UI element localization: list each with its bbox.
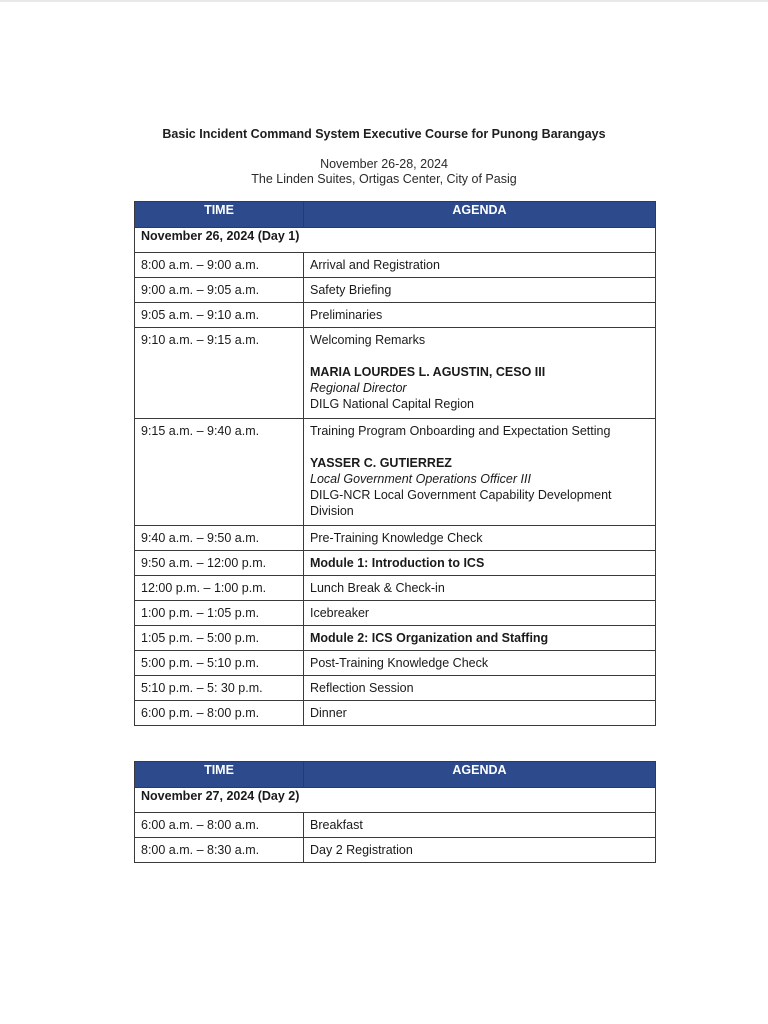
- header-time: TIME: [135, 202, 304, 228]
- time-cell: 8:00 a.m. – 9:00 a.m.: [135, 253, 304, 278]
- speaker-position: Regional Director: [310, 381, 407, 395]
- scan-edge: [0, 0, 768, 2]
- time-cell: 8:00 a.m. – 8:30 a.m.: [135, 838, 304, 863]
- time-cell: 9:50 a.m. – 12:00 p.m.: [135, 551, 304, 576]
- day-label: November 27, 2024 (Day 2): [135, 788, 656, 813]
- speaker-office: DILG-NCR Local Government Capability Development Division: [310, 488, 612, 518]
- table-row: [135, 651, 656, 676]
- agenda-cell: Preliminaries: [304, 303, 656, 328]
- agenda-cell: Post-Training Knowledge Check: [304, 651, 656, 676]
- table-row: [135, 626, 656, 651]
- agenda-cell: Module 1: Introduction to ICS: [304, 551, 656, 576]
- time-cell: 1:00 p.m. – 1:05 p.m.: [135, 601, 304, 626]
- agenda-cell: Reflection Session: [304, 676, 656, 701]
- agenda-cell: Lunch Break & Check-in: [304, 576, 656, 601]
- date-range: November 26-28, 2024: [320, 157, 448, 171]
- table-row: [135, 813, 656, 838]
- table-row: [135, 253, 656, 278]
- time-cell: 5:10 p.m. – 5: 30 p.m.: [135, 676, 304, 701]
- agenda-cell: Safety Briefing: [304, 278, 656, 303]
- agenda-cell: Arrival and Registration: [304, 253, 656, 278]
- agenda-item: Welcoming Remarks: [310, 333, 426, 347]
- agenda-table-day2: [134, 761, 656, 863]
- table-row: [135, 328, 656, 419]
- table-row: [135, 526, 656, 551]
- table-row: [135, 601, 656, 626]
- table-row: [135, 419, 656, 526]
- header-time: TIME: [135, 762, 304, 788]
- speaker-position: Local Government Operations Officer III: [310, 472, 531, 486]
- table-row: [135, 551, 656, 576]
- time-cell: 1:05 p.m. – 5:00 p.m.: [135, 626, 304, 651]
- time-cell: 9:10 a.m. – 9:15 a.m.: [135, 328, 304, 419]
- header-agenda: AGENDA: [304, 762, 656, 788]
- agenda-cell: Pre-Training Knowledge Check: [304, 526, 656, 551]
- table-row: [135, 278, 656, 303]
- agenda-cell: [304, 328, 656, 419]
- agenda-item: Training Program Onboarding and Expectation Setting: [310, 424, 611, 438]
- header-agenda: AGENDA: [304, 202, 656, 228]
- agenda-cell: Day 2 Registration: [304, 838, 656, 863]
- time-cell: 9:00 a.m. – 9:05 a.m.: [135, 278, 304, 303]
- table-row: [135, 676, 656, 701]
- time-cell: 6:00 a.m. – 8:00 a.m.: [135, 813, 304, 838]
- agenda-cell: Module 2: ICS Organization and Staffing: [304, 626, 656, 651]
- table-row: [135, 576, 656, 601]
- speaker-office: DILG National Capital Region: [310, 397, 474, 411]
- time-cell: 5:00 p.m. – 5:10 p.m.: [135, 651, 304, 676]
- time-cell: 9:05 a.m. – 9:10 a.m.: [135, 303, 304, 328]
- time-cell: 6:00 p.m. – 8:00 p.m.: [135, 701, 304, 726]
- speaker-name: MARIA LOURDES L. AGUSTIN, CESO III: [310, 365, 546, 379]
- time-cell: 9:40 a.m. – 9:50 a.m.: [135, 526, 304, 551]
- day-label: November 26, 2024 (Day 1): [135, 228, 656, 253]
- table-row: [135, 838, 656, 863]
- agenda-table-day1: [134, 201, 656, 726]
- time-cell: 12:00 p.m. – 1:00 p.m.: [135, 576, 304, 601]
- agenda-cell: Dinner: [304, 701, 656, 726]
- table-row: [135, 303, 656, 328]
- agenda-cell: [304, 419, 656, 526]
- agenda-cell: Icebreaker: [304, 601, 656, 626]
- agenda-cell: Breakfast: [304, 813, 656, 838]
- venue: The Linden Suites, Ortigas Center, City of Pasig: [251, 172, 517, 186]
- speaker-name: YASSER C. GUTIERREZ: [310, 456, 452, 470]
- document-title: Basic Incident Command System Executive Course for Punong Barangays: [162, 127, 606, 141]
- time-cell: 9:15 a.m. – 9:40 a.m.: [135, 419, 304, 526]
- table-row: [135, 701, 656, 726]
